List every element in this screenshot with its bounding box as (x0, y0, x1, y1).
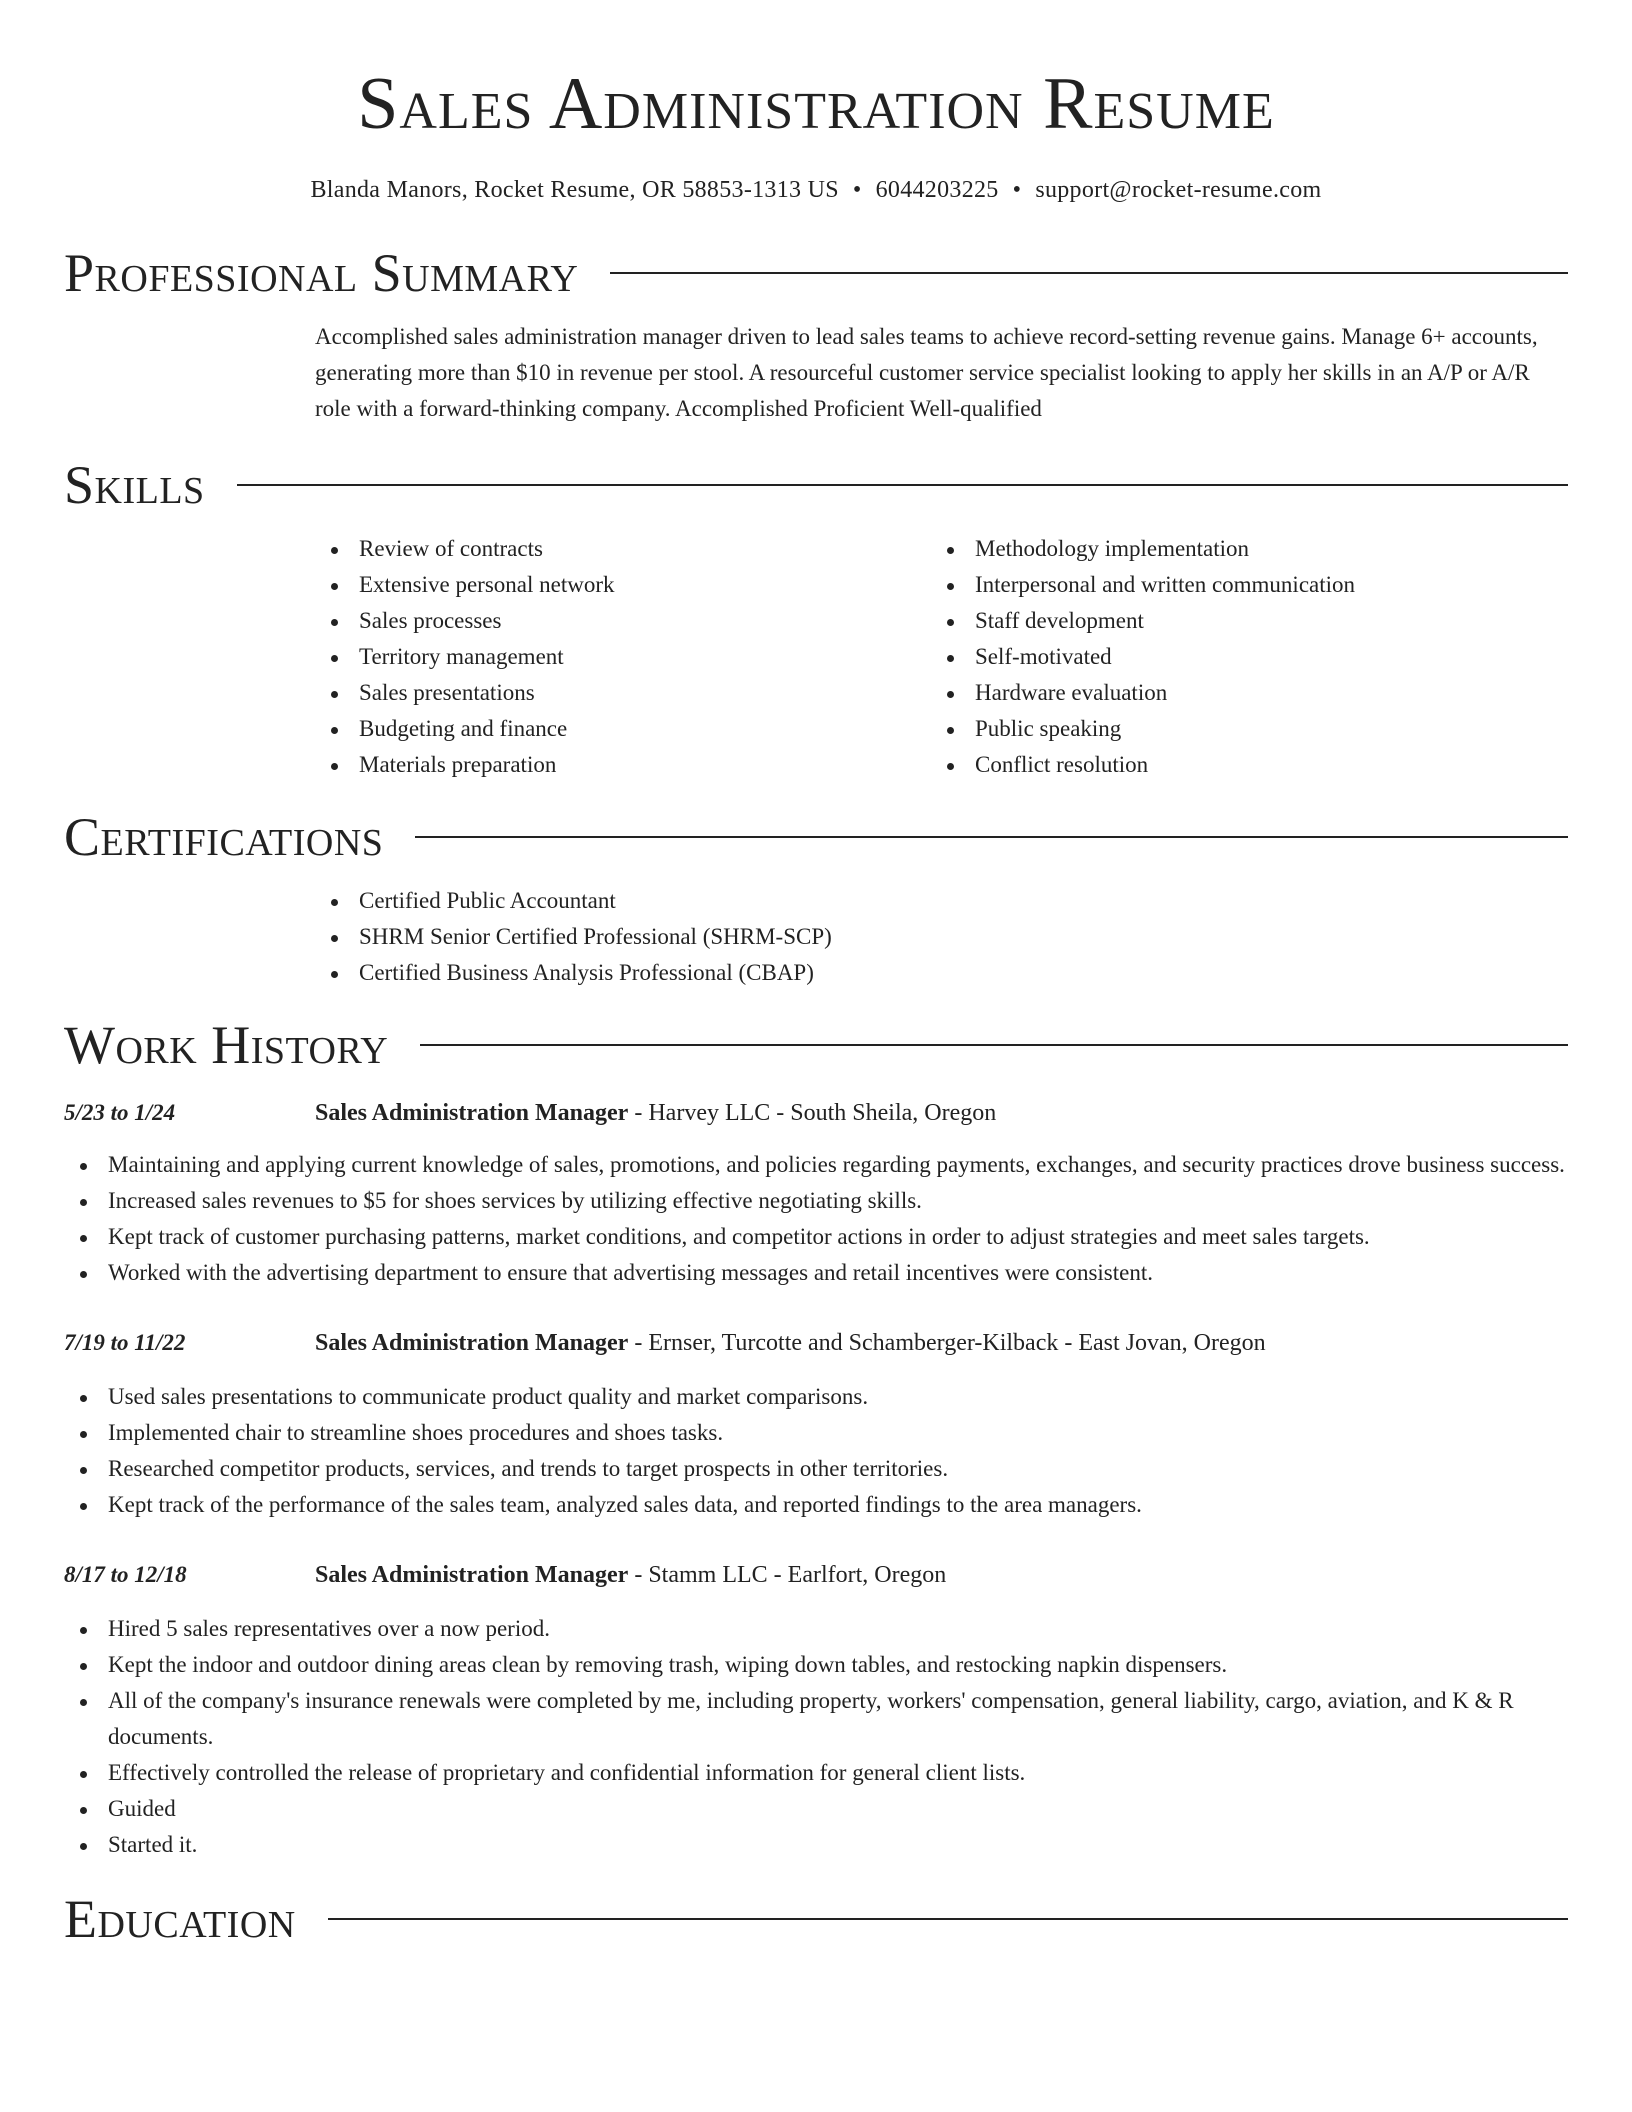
certification-item: Certified Business Analysis Professional (CBAP) (315, 955, 1568, 991)
certification-item: SHRM Senior Certified Professional (SHRM-SCP) (315, 919, 1568, 955)
skill-item: Budgeting and finance (315, 711, 931, 747)
job-header (64, 1325, 1568, 1361)
contact-email: support@rocket-resume.com (1035, 177, 1322, 203)
certification-item: Certified Public Accountant (315, 883, 1568, 919)
job-bullet: Implemented chair to streamline shoes procedures and shoes tasks. (64, 1415, 1568, 1451)
contact-separator: • (1012, 177, 1022, 203)
section-divider (420, 1044, 1568, 1046)
skill-item: Territory management (315, 639, 931, 675)
section-heading-certifications: Certifications (64, 807, 384, 867)
certifications-body (315, 883, 1568, 991)
skills-list-right (931, 531, 1547, 783)
contact-phone: 6044203225 (875, 177, 999, 203)
skills-grid (315, 531, 1568, 783)
job-title-line (315, 1095, 996, 1131)
skills-list-left (315, 531, 931, 783)
job-employer: - Ernser, Turcotte and Schamberger-Kilback - East Jovan, Oregon (628, 1330, 1266, 1356)
skills-heading-row (64, 453, 1568, 517)
summary-body (315, 319, 1568, 427)
work-history-heading-row (64, 1013, 1568, 1077)
contact-separator: • (852, 177, 862, 203)
job-bullet: Effectively controlled the release of proprietary and confidential information for general client lists. (64, 1755, 1568, 1791)
contact-address: Blanda Manors, Rocket Resume, OR 58853-1313 US (310, 177, 839, 203)
job-bullets (64, 1611, 1568, 1863)
job-bullet: Kept track of the performance of the sales team, analyzed sales data, and reported findings to the area managers. (64, 1487, 1568, 1523)
job-entry (64, 1325, 1568, 1523)
skill-item: Sales presentations (315, 675, 931, 711)
resume-page (64, 0, 1568, 1951)
summary-text: Accomplished sales administration manager driven to lead sales teams to achieve record-setting revenue gains. Manage 6+ accounts, generating more than $10 in revenue per stool. A resourceful customer service specialist looking to apply her skills in an A/P or A/R role with a forward-thinking company. Accomplished Proficient Well-qualified (315, 324, 1538, 421)
section-heading-skills: Skills (64, 455, 205, 515)
skill-item: Public speaking (931, 711, 1547, 747)
job-title-line (315, 1325, 1266, 1361)
job-title: Sales Administration Manager (315, 1100, 629, 1126)
work-history-section (64, 1013, 1568, 1863)
job-bullet: Started it. (64, 1827, 1568, 1863)
skill-item: Hardware evaluation (931, 675, 1547, 711)
job-bullets (64, 1379, 1568, 1523)
certifications-heading-row (64, 805, 1568, 869)
skill-item: Review of contracts (315, 531, 931, 567)
job-dates: 5/23 to 1/24 (64, 1100, 176, 1125)
summary-heading-row (64, 241, 1568, 305)
job-bullet: Worked with the advertising department to ensure that advertising messages and retail incentives were consistent. (64, 1255, 1568, 1291)
job-title-line (315, 1557, 946, 1593)
job-bullet: Kept the indoor and outdoor dining areas clean by removing trash, wiping down tables, and restocking napkin dispensers. (64, 1647, 1568, 1683)
certifications-section (64, 805, 1568, 991)
job-bullet: Used sales presentations to communicate product quality and market comparisons. (64, 1379, 1568, 1415)
skill-item: Methodology implementation (931, 531, 1547, 567)
skill-item: Conflict resolution (931, 747, 1547, 783)
skill-item: Materials preparation (315, 747, 931, 783)
job-title: Sales Administration Manager (315, 1330, 629, 1356)
job-entry (64, 1557, 1568, 1863)
job-bullet: Kept track of customer purchasing patterns, market conditions, and competitor actions in order to adjust strategies and meet sales targets. (64, 1219, 1568, 1255)
skill-item: Sales processes (315, 603, 931, 639)
resume-title: Sales Administration Resume (357, 63, 1275, 145)
job-employer: - Harvey LLC - South Sheila, Oregon (628, 1100, 997, 1126)
section-heading-work-history: Work History (64, 1015, 389, 1075)
job-title: Sales Administration Manager (315, 1562, 629, 1588)
job-header (64, 1557, 1568, 1593)
job-bullet: All of the company's insurance renewals were completed by me, including property, workers' compensation, general liability, cargo, aviation, and K & R documents. (64, 1683, 1568, 1755)
skill-item: Self-motivated (931, 639, 1547, 675)
certifications-list (315, 883, 1568, 991)
job-dates: 7/19 to 11/22 (64, 1330, 186, 1355)
job-bullet: Guided (64, 1791, 1568, 1827)
job-bullets (64, 1147, 1568, 1291)
job-bullet: Hired 5 sales representatives over a now period. (64, 1611, 1568, 1647)
job-bullet: Maintaining and applying current knowledge of sales, promotions, and policies regarding payments, exchanges, and security practices drove business success. (64, 1147, 1568, 1183)
skill-item: Staff development (931, 603, 1547, 639)
skill-item: Extensive personal network (315, 567, 931, 603)
section-divider (610, 272, 1568, 274)
job-header (64, 1095, 1568, 1131)
education-heading-row (64, 1887, 1568, 1951)
contact-line (64, 172, 1568, 208)
section-divider (328, 1918, 1568, 1920)
job-bullet: Researched competitor products, services, and trends to target prospects in other territories. (64, 1451, 1568, 1487)
job-bullet: Increased sales revenues to $5 for shoes services by utilizing effective negotiating skills. (64, 1183, 1568, 1219)
section-divider (237, 484, 1568, 486)
section-divider (415, 836, 1568, 838)
section-heading-education: Education (64, 1889, 296, 1949)
section-heading-summary: Professional Summary (64, 243, 579, 303)
skill-item: Interpersonal and written communication (931, 567, 1547, 603)
job-entry (64, 1095, 1568, 1291)
job-employer: - Stamm LLC - Earlfort, Oregon (628, 1562, 947, 1588)
education-section (64, 1887, 1568, 1951)
summary-section (64, 241, 1568, 427)
job-dates: 8/17 to 12/18 (64, 1562, 187, 1587)
skills-section (64, 453, 1568, 783)
